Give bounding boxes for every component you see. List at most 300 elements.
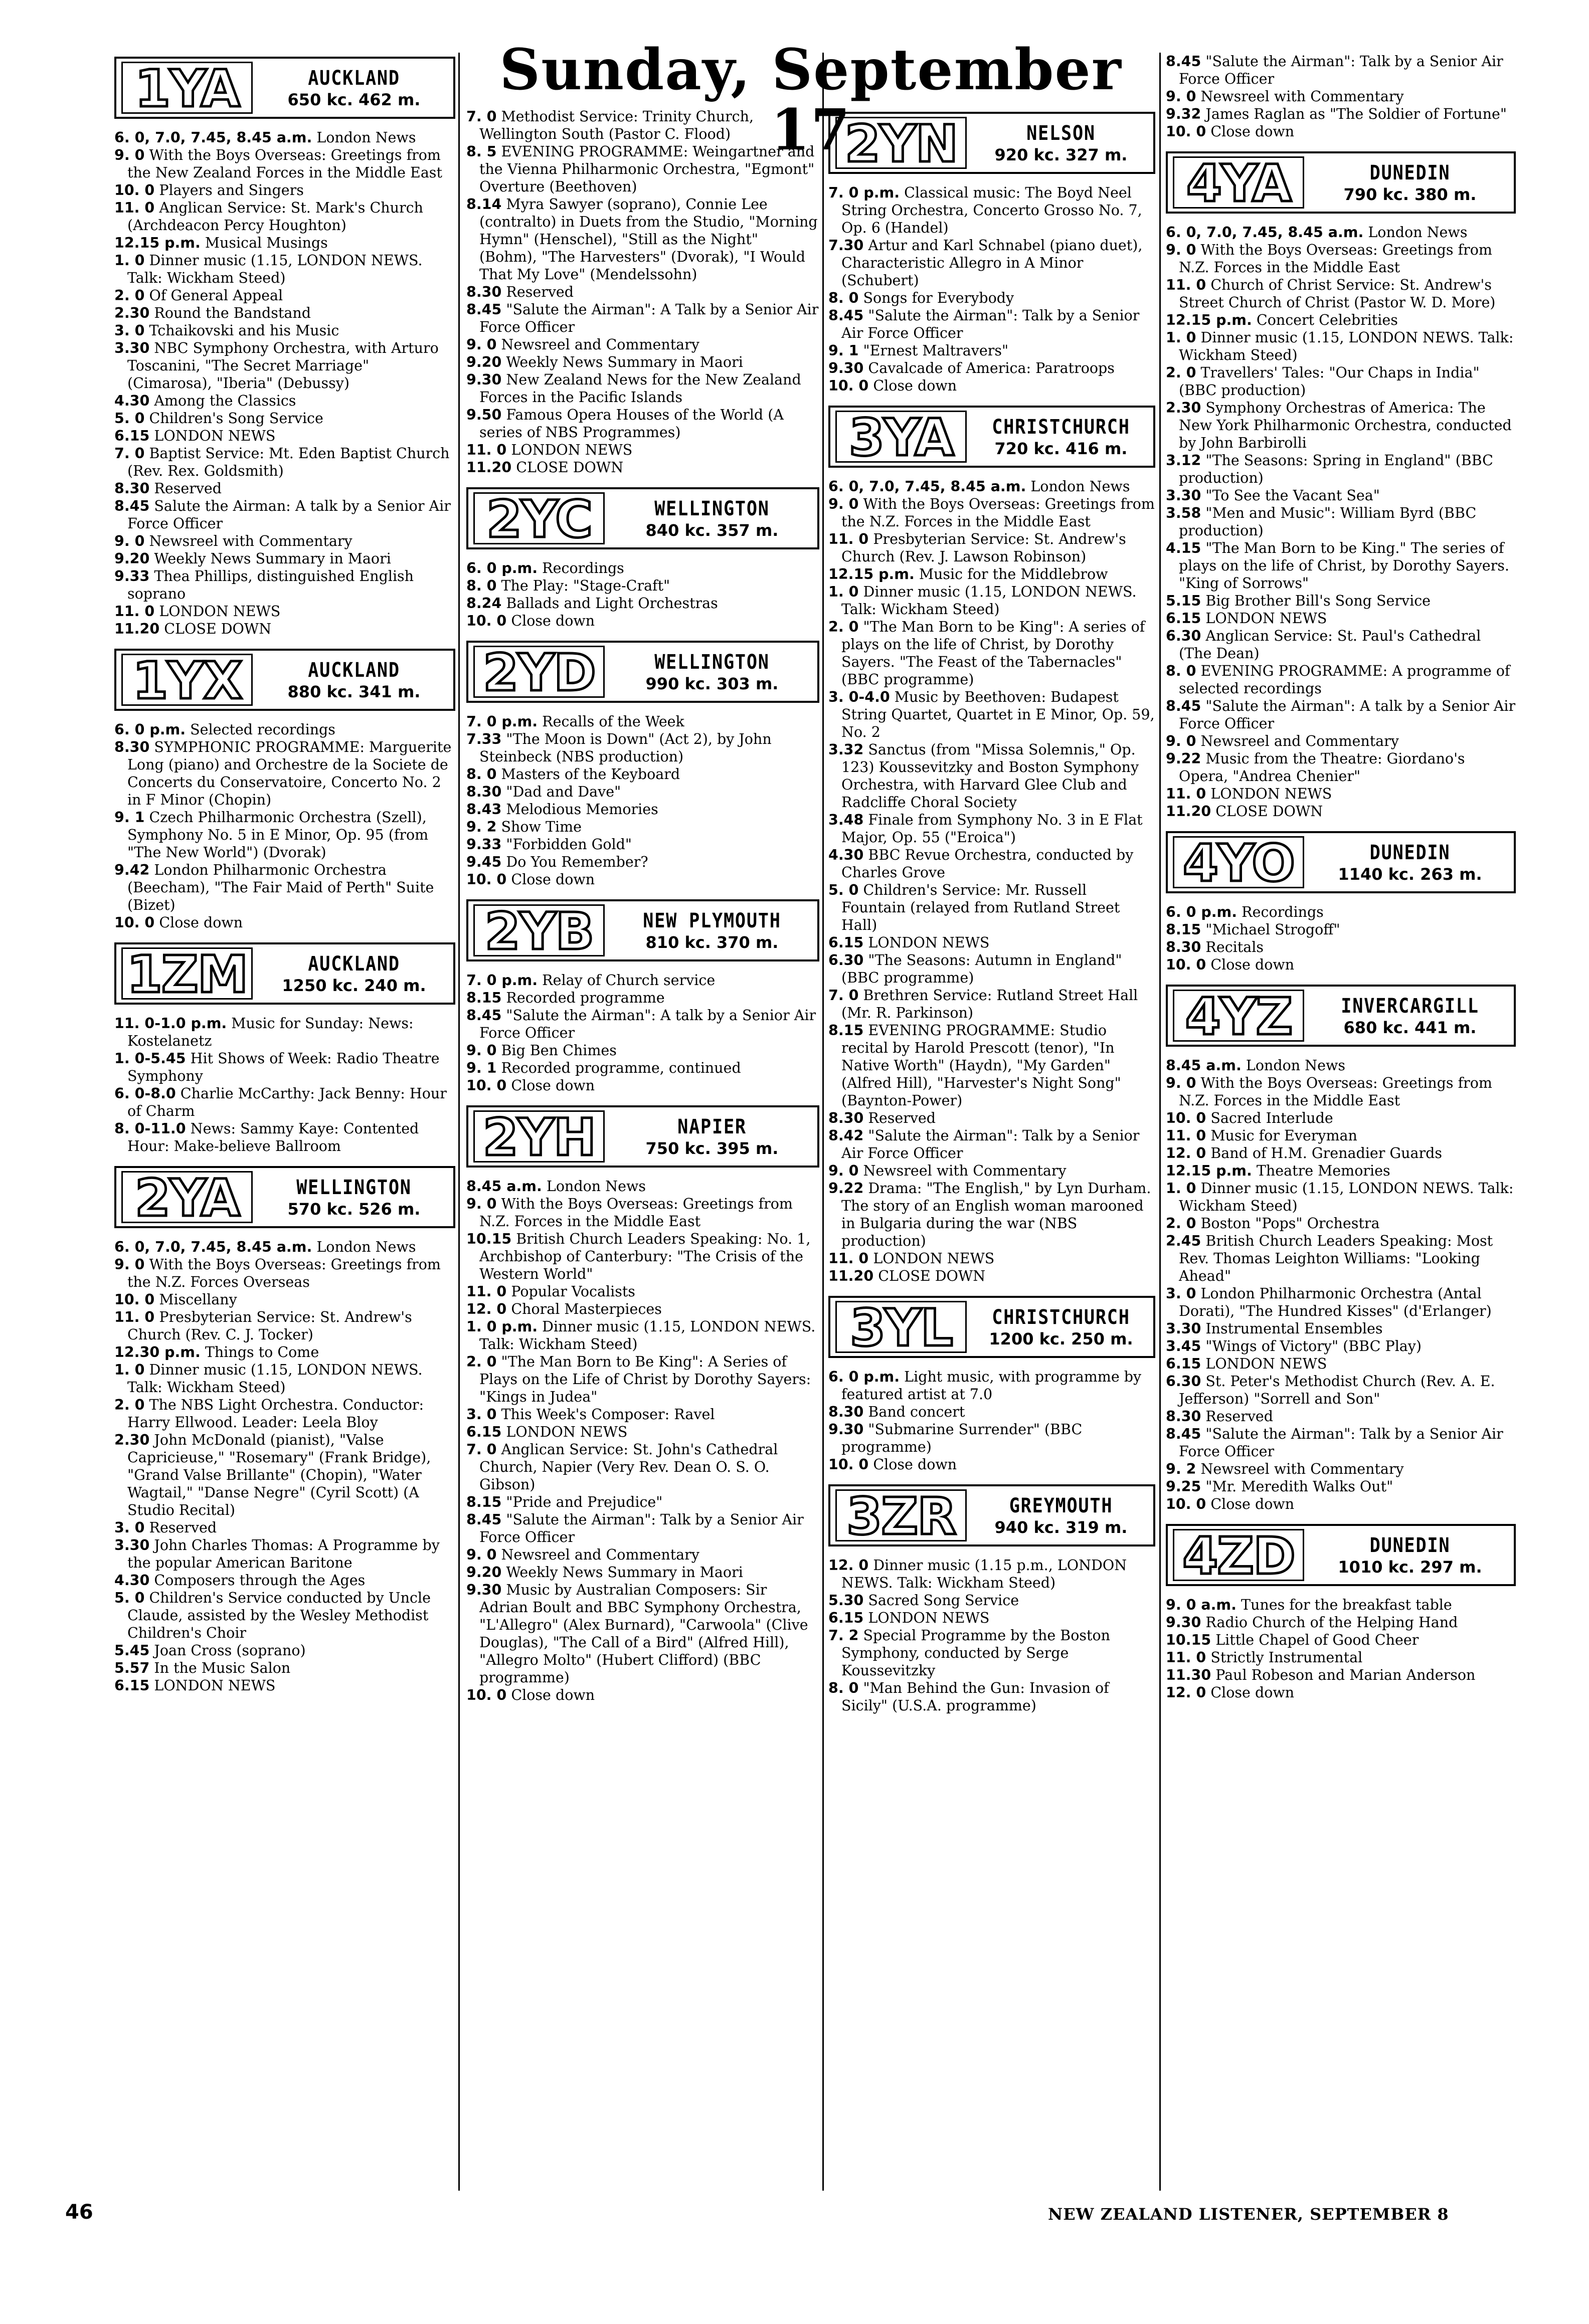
station-city: NELSON — [1026, 122, 1096, 145]
program-text: Dinner music (1.15, LONDON NEWS. Talk: Wickham Steed) — [479, 1318, 816, 1352]
station-header — [1166, 151, 1516, 214]
program-time: 10. 0 — [828, 377, 869, 394]
program-text: Among the Classics — [154, 393, 296, 409]
station-1yx — [114, 649, 455, 938]
program-entry — [466, 108, 819, 143]
station-city: WELLINGTON — [654, 497, 770, 520]
program-text: Band of H.M. Grenadier Guards — [1210, 1145, 1443, 1161]
program-time: 3. 0 — [114, 1519, 145, 1536]
program-time: 8.45 — [466, 1511, 502, 1528]
program-time: 10. 0 — [1166, 1110, 1206, 1126]
program-entry — [828, 987, 1155, 1022]
program-text: With the Boys Overseas: Greetings from N.Z. Forces in the Middle East — [1179, 1075, 1492, 1109]
program-time: 11. 0 — [828, 531, 869, 547]
program-text: "The Man Born to be King": A series of plays on the life of Christ, by Dorothy Sayers. "The Feast of the Tabernacles" (BBC programme) — [841, 619, 1145, 688]
program-text: Recorded programme, continued — [501, 1060, 741, 1076]
station-city: DUNEDIN — [1369, 1534, 1451, 1557]
station-4ya — [1166, 151, 1516, 827]
program-text: Presbyterian Service: St. Andrew's Church (Rev. J. Lawson Robinson) — [841, 531, 1126, 565]
station-3zr — [828, 1484, 1155, 1721]
publication-footer: NEW ZEALAND LISTENER, SEPTEMBER 8 — [1048, 2205, 1449, 2224]
station-city: AUCKLAND — [308, 952, 400, 976]
station-city: INVERCARGILL — [1341, 995, 1479, 1018]
station-frequency: 940 kc. 319 m. — [994, 1518, 1128, 1537]
program-text: "Salute the Airman": A talk by a Senior Air Force Officer — [1179, 698, 1516, 732]
program-text: LONDON NEWS — [154, 1677, 276, 1694]
program-text: Close down — [511, 1687, 595, 1703]
listing-column-4 — [1166, 53, 1516, 1708]
program-time: 8.45 — [1166, 1426, 1201, 1442]
program-entry — [466, 871, 819, 888]
program-time: 3. 0-4.0 — [828, 689, 890, 705]
program-time: 10. 0 — [114, 914, 155, 931]
program-time: 6.15 — [828, 1610, 864, 1626]
program-entry — [1166, 1373, 1516, 1408]
program-time: 9.22 — [828, 1180, 864, 1197]
program-text: Big Ben Chimes — [501, 1042, 617, 1059]
station-header — [466, 641, 819, 703]
program-entry — [1166, 105, 1516, 123]
program-time: 2. 0 — [466, 1353, 497, 1370]
program-text: Miscellany — [159, 1291, 237, 1308]
program-text: British Church Leaders Speaking: Most Rev. Thomas Leighton Williams: "Looking Ahead" — [1179, 1233, 1493, 1284]
continued-listing — [466, 108, 819, 483]
program-text: Paul Robeson and Marian Anderson — [1215, 1667, 1476, 1683]
program-text: Of General Appeal — [149, 287, 283, 304]
program-text: "Wings of Victory" (BBC Play) — [1205, 1338, 1422, 1354]
program-text: Songs for Everybody — [863, 290, 1014, 306]
program-entry — [1166, 1478, 1516, 1495]
program-text: "Mr. Meredith Walks Out" — [1205, 1478, 1393, 1495]
column-divider — [1159, 53, 1161, 2191]
station-header — [1166, 985, 1516, 1047]
program-text: "Salute the Airman": A talk by a Senior Air Force Officer — [479, 1007, 816, 1041]
program-text: "Dad and Dave" — [506, 784, 621, 800]
program-entry — [1166, 1180, 1516, 1215]
program-time: 8.14 — [466, 196, 502, 213]
program-time: 10. 0 — [466, 613, 507, 629]
program-text: Reserved — [868, 1110, 936, 1126]
station-header — [1166, 831, 1516, 893]
program-entry — [466, 459, 819, 476]
program-time: 8.30 — [1166, 939, 1201, 955]
station-callsign: 3YA — [835, 411, 967, 463]
program-time: 5. 0 — [114, 1590, 145, 1606]
program-entry — [828, 1109, 1155, 1127]
program-entry — [1166, 504, 1516, 539]
program-text: Weekly News Summary in Maori — [506, 1564, 743, 1581]
program-text: Recitals — [1205, 939, 1264, 955]
program-entry — [114, 567, 455, 603]
program-time: 2. 0 — [828, 619, 859, 635]
station-callsign: 4YO — [1173, 836, 1304, 888]
program-time: 10.15 — [1166, 1632, 1211, 1648]
program-time: 12.15 p.m. — [1166, 312, 1252, 328]
program-entry — [466, 283, 819, 301]
program-entry — [114, 1238, 455, 1256]
program-entry — [114, 427, 455, 445]
program-entry — [1166, 750, 1516, 785]
program-entry — [1166, 921, 1516, 938]
program-entry — [114, 322, 455, 339]
program-entry — [828, 495, 1155, 530]
program-text: LONDON NEWS — [1210, 786, 1332, 802]
program-entry — [1166, 903, 1516, 921]
program-text: Radio Church of the Helping Hand — [1205, 1614, 1458, 1631]
program-entry — [466, 441, 819, 459]
program-entry — [114, 146, 455, 181]
station-callsign: 2YH — [473, 1110, 605, 1163]
program-time: 5.45 — [114, 1642, 150, 1659]
station-header — [114, 942, 455, 1005]
program-time: 11. 0 — [828, 1250, 869, 1267]
program-entry — [466, 836, 819, 853]
program-text: Close down — [1210, 1684, 1295, 1701]
listing-column-3 — [828, 108, 1155, 1721]
program-text: Dinner music (1.15 p.m., LONDON NEWS. Talk: Wickham Steed) — [841, 1557, 1127, 1591]
program-entry — [1166, 487, 1516, 504]
program-entry — [1166, 1109, 1516, 1127]
program-time: 9.30 — [466, 371, 502, 388]
program-entry — [1166, 1215, 1516, 1232]
program-text: Czech Philharmonic Orchestra (Szell), Symphony No. 5 in E Minor, Op. 95 (from "The New World") (Dvorak) — [127, 809, 429, 861]
program-text: Dinner music (1.15, LONDON NEWS. Talk: Wickham Steed) — [127, 252, 423, 286]
program-entry — [1166, 1666, 1516, 1684]
program-time: 3.30 — [1166, 487, 1201, 504]
program-time: 4.15 — [1166, 540, 1201, 556]
program-entry — [114, 1015, 455, 1050]
station-frequency: 810 kc. 370 m. — [645, 933, 779, 952]
program-text: Joan Cross (soprano) — [154, 1642, 306, 1659]
station-city: WELLINGTON — [654, 651, 770, 674]
program-time: 8.15 — [466, 1494, 502, 1510]
program-time: 12.30 p.m. — [114, 1344, 201, 1361]
program-text: Music from the Theatre: Giordano's Opera, "Andrea Chenier" — [1179, 750, 1465, 785]
program-entry — [466, 1581, 819, 1686]
program-text: Finale from Symphony No. 3 in E Flat Major, Op. 55 ("Eroica") — [841, 812, 1143, 846]
program-entry — [1166, 88, 1516, 105]
program-text: "The Man Born to be King." The series of plays on the life of Christ, by Dorothy Sayers. "King of Sorrows" — [1179, 540, 1509, 592]
program-entry — [828, 1180, 1155, 1250]
program-time: 8.15 — [828, 1022, 864, 1039]
program-text: Tchaikovski and his Music — [149, 322, 339, 339]
program-time: 12.15 p.m. — [1166, 1163, 1252, 1179]
program-text: Presbyterian Service: St. Andrew's Church (Rev. C. J. Tocker) — [127, 1309, 412, 1343]
program-entry — [828, 1250, 1155, 1267]
program-text: London Philharmonic Orchestra (Beecham), "The Fair Maid of Perth" Suite (Bizet) — [127, 862, 434, 913]
program-text: SYMPHONIC PROGRAMME: Marguerite Long (piano) and Orchestre de la Societe de Concerts du Conservatoire, Concerto No. 2 in F Minor (Chopin) — [127, 739, 452, 808]
program-text: Weekly News Summary in Maori — [506, 354, 743, 370]
program-entry — [114, 304, 455, 322]
program-time: 9.30 — [466, 1582, 502, 1598]
program-time: 5.15 — [1166, 593, 1201, 609]
program-entry — [828, 289, 1155, 307]
program-text: Charlie McCarthy: Jack Benny: Hour of Charm — [127, 1085, 447, 1119]
program-entry — [114, 861, 455, 914]
program-time: 9.42 — [114, 862, 150, 878]
station-callsign: 1ZM — [121, 947, 253, 1000]
program-text: Dinner music (1.15, LONDON NEWS. Talk: Wickham Steed) — [127, 1362, 423, 1396]
program-time: 11.20 — [1166, 803, 1211, 820]
program-time: 6. 0-8.0 — [114, 1085, 176, 1102]
station-2yc — [466, 487, 819, 637]
program-time: 10. 0 — [1166, 1496, 1206, 1512]
program-text: Masters of the Keyboard — [501, 766, 680, 783]
program-time: 6. 0 p.m. — [466, 560, 538, 576]
program-entry — [114, 1396, 455, 1431]
program-entry — [466, 559, 819, 577]
program-text: Selected recordings — [190, 721, 335, 738]
program-text: "The Man Born to Be King": A Series of Plays on the Life of Christ by Dorothy Sayers: "Kings in Judea" — [479, 1353, 811, 1405]
program-text: Drama: "The English," by Lyn Durham. The story of an English woman marooned in Bulgaria during the war (NBS production) — [841, 1180, 1151, 1249]
program-time: 6.15 — [466, 1424, 502, 1440]
program-entry — [828, 377, 1155, 395]
program-entry — [466, 730, 819, 765]
program-entry — [114, 287, 455, 304]
program-time: 7. 0 p.m. — [466, 713, 538, 730]
program-entry — [828, 1368, 1155, 1403]
program-entry — [114, 1120, 455, 1155]
program-text: James Raglan as "The Soldier of Fortune" — [1205, 106, 1507, 122]
program-entry — [466, 406, 819, 441]
station-callsign: 3ZR — [835, 1489, 967, 1541]
program-time: 3.30 — [1166, 1320, 1201, 1337]
program-entry — [828, 618, 1155, 688]
program-text: Close down — [159, 914, 243, 931]
program-entry — [828, 184, 1155, 237]
program-text: Light music, with programme by featured artist at 7.0 — [841, 1369, 1142, 1403]
program-entry — [1166, 1057, 1516, 1074]
program-time: 9. 0 — [114, 147, 145, 163]
program-text: Close down — [511, 1077, 595, 1094]
program-time: 7.33 — [466, 731, 502, 747]
program-entry — [828, 1627, 1155, 1679]
program-time: 7. 0 p.m. — [828, 184, 900, 201]
program-text: EVENING PROGRAMME: A programme of selected recordings — [1179, 663, 1510, 697]
program-entry — [114, 410, 455, 427]
program-time: 6. 0, 7.0, 7.45, 8.45 a.m. — [114, 1239, 312, 1255]
program-entry — [114, 1589, 455, 1642]
program-entry — [466, 1318, 819, 1353]
station-header — [828, 406, 1155, 468]
program-time: 6. 0 p.m. — [1166, 904, 1238, 920]
program-text: London News — [1246, 1057, 1345, 1074]
program-entry — [1166, 627, 1516, 662]
program-entry — [828, 881, 1155, 934]
program-entry — [828, 530, 1155, 565]
program-entry — [466, 1493, 819, 1511]
program-entry — [828, 1609, 1155, 1627]
program-text: Relay of Church service — [542, 972, 716, 989]
program-time: 10.15 — [466, 1231, 512, 1247]
program-text: Music for the Middlebrow — [919, 566, 1108, 583]
program-entry — [114, 1642, 455, 1659]
program-entry — [828, 1022, 1155, 1109]
program-time: 11. 0 — [466, 1283, 507, 1300]
station-frequency: 650 kc. 462 m. — [287, 90, 421, 109]
program-text: "Ernest Maltravers" — [863, 342, 1009, 359]
program-entry — [828, 583, 1155, 618]
program-text: Tunes for the breakfast table — [1241, 1597, 1452, 1613]
program-entry — [466, 989, 819, 1007]
program-entry — [1166, 610, 1516, 627]
program-entry — [466, 336, 819, 353]
program-entry — [466, 301, 819, 336]
station-frequency: 570 kc. 526 m. — [287, 1200, 421, 1219]
program-entry — [1166, 697, 1516, 732]
program-time: 6. 0 p.m. — [114, 721, 186, 738]
program-entry — [466, 765, 819, 783]
program-text: "Man Behind the Gun: Invasion of Sicily" (U.S.A. programme) — [841, 1680, 1109, 1714]
program-entry — [1166, 1460, 1516, 1478]
program-entry — [1166, 732, 1516, 750]
program-entry — [114, 1361, 455, 1396]
program-text: EVENING PROGRAMME: Studio recital by Harold Prescott (tenor), "In Native Worth" (Haydn), "My Garden" (Alfred Hill), "Harvester's Night Song" (Baynton-Power) — [841, 1022, 1121, 1109]
program-time: 7. 0 — [828, 987, 859, 1004]
program-entry — [114, 1431, 455, 1519]
program-entry — [828, 1592, 1155, 1609]
program-time: 1. 0 p.m. — [466, 1318, 538, 1335]
station-city: AUCKLAND — [308, 67, 400, 90]
program-entry — [466, 853, 819, 871]
station-city: NEW PLYMOUTH — [643, 909, 781, 932]
program-time: 9.33 — [114, 568, 150, 585]
program-entry — [466, 1353, 819, 1406]
station-frequency: 680 kc. 441 m. — [1343, 1018, 1477, 1037]
program-time: 12. 0 — [1166, 1145, 1206, 1161]
program-time: 9. 1 — [466, 1060, 497, 1076]
program-time: 5.30 — [828, 1592, 864, 1609]
program-time: 8.30 — [1166, 1408, 1201, 1425]
program-text: Close down — [1210, 956, 1295, 973]
program-entry — [466, 1042, 819, 1059]
program-time: 9. 0 — [466, 1042, 497, 1059]
program-entry — [1166, 1684, 1516, 1701]
program-text: Instrumental Ensembles — [1205, 1320, 1383, 1337]
program-time: 2.30 — [114, 1432, 150, 1448]
program-entry — [828, 811, 1155, 846]
program-time: 1. 0 — [1166, 329, 1196, 346]
program-entry — [1166, 592, 1516, 610]
program-time: 8.30 — [828, 1110, 864, 1126]
program-entry — [1166, 241, 1516, 276]
station-callsign: 2YC — [473, 492, 605, 544]
program-entry — [114, 1659, 455, 1677]
program-entry — [466, 1441, 819, 1493]
program-text: LONDON NEWS — [1205, 1355, 1327, 1372]
program-entry — [114, 1677, 455, 1694]
program-text: Travellers' Tales: "Our Chaps in India" (BBC production) — [1179, 364, 1480, 399]
program-time: 8.42 — [828, 1127, 864, 1144]
program-entry — [828, 846, 1155, 881]
program-time: 11. 0 — [1166, 1649, 1206, 1666]
program-entry — [1166, 1425, 1516, 1460]
program-time: 9. 0 — [1166, 1075, 1196, 1091]
program-time: 7.30 — [828, 237, 864, 254]
program-entry — [466, 1546, 819, 1564]
program-time: 3.45 — [1166, 1338, 1201, 1354]
station-2ya — [114, 1166, 455, 1701]
program-entry — [1166, 399, 1516, 452]
station-city: AUCKLAND — [308, 659, 400, 682]
program-entry — [828, 342, 1155, 359]
program-entry — [1166, 311, 1516, 329]
station-frequency: 1200 kc. 250 m. — [989, 1329, 1133, 1348]
program-text: Cavalcade of America: Paratroops — [868, 360, 1115, 376]
program-text: Newsreel with Commentary — [863, 1163, 1067, 1179]
program-entry — [1166, 1614, 1516, 1631]
program-time: 9. 0 a.m. — [1166, 1597, 1237, 1613]
program-time: 9. 0 — [1166, 733, 1196, 749]
station-callsign: 2YA — [121, 1171, 253, 1223]
program-entry — [114, 1308, 455, 1343]
program-text: Dinner music (1.15, LONDON NEWS. Talk: Wickham Steed) — [1179, 1180, 1514, 1214]
program-entry — [466, 353, 819, 371]
program-time: 1. 0 — [1166, 1180, 1196, 1197]
program-time: 8.30 — [114, 480, 150, 497]
station-header — [466, 487, 819, 549]
station-3ya — [828, 406, 1155, 1292]
program-entry — [114, 914, 455, 931]
program-time: 10. 0 — [1166, 123, 1206, 140]
program-time: 11. 0 — [114, 1309, 155, 1325]
program-time: 8. 0 — [466, 577, 497, 594]
program-time: 6. 0, 7.0, 7.45, 8.45 a.m. — [114, 129, 312, 146]
program-text: London News — [1030, 478, 1130, 495]
station-callsign: 2YN — [835, 117, 967, 169]
program-entry — [1166, 123, 1516, 140]
program-text: Close down — [511, 613, 595, 629]
program-time: 10. 0 — [828, 1456, 869, 1473]
program-time: 1. 0 — [828, 584, 859, 600]
program-text: "Salute the Airman": Talk by a Senior Air Force Officer — [841, 307, 1140, 341]
program-time: 8. 0-11.0 — [114, 1120, 186, 1137]
program-text: Anglican Service: St. John's Cathedral Church, Napier (Very Rev. Dean O. S. O. Gibson) — [479, 1441, 778, 1493]
program-time: 1. 0 — [114, 252, 145, 269]
station-frequency: 840 kc. 357 m. — [645, 521, 779, 540]
program-text: "Pride and Prejudice" — [506, 1494, 663, 1510]
program-time: 6.15 — [114, 428, 150, 444]
station-city: WELLINGTON — [296, 1176, 412, 1199]
station-callsign: 4ZD — [1173, 1529, 1304, 1581]
program-text: NBC Symphony Orchestra, with Arturo Toscanini, "The Secret Marriage" (Cimarosa), "Iberia" (Debussy) — [127, 340, 439, 392]
program-time: 6.30 — [1166, 628, 1201, 644]
program-text: "To See the Vacant Sea" — [1205, 487, 1380, 504]
program-entry — [828, 307, 1155, 342]
program-entry — [466, 577, 819, 595]
program-entry — [1166, 1408, 1516, 1425]
program-time: 6.15 — [1166, 1355, 1201, 1372]
program-entry — [466, 1686, 819, 1704]
station-frequency: 720 kc. 416 m. — [994, 439, 1128, 458]
program-text: With the Boys Overseas: Greetings from the N.Z. Forces Overseas — [127, 1256, 441, 1290]
program-entry — [1166, 1127, 1516, 1144]
program-time: 9.20 — [114, 550, 150, 567]
program-text: BBC Revue Orchestra, conducted by Charles Grove — [841, 847, 1134, 881]
program-time: 1. 0 — [114, 1362, 145, 1378]
program-entry — [466, 1283, 819, 1300]
program-time: 3.32 — [828, 741, 864, 758]
program-entry — [1166, 1320, 1516, 1337]
program-time: 4.30 — [828, 847, 864, 863]
program-text: Sanctus (from "Missa Solemnis," Op. 123) Koussevitzky and Boston Symphony Orchestra, with Harvard Glee Club and Radcliffe Choral Society — [841, 741, 1139, 811]
program-time: 12. 0 — [466, 1301, 507, 1317]
program-entry — [466, 612, 819, 630]
program-entry — [466, 1195, 819, 1230]
program-text: London News — [316, 129, 416, 146]
program-time: 8.24 — [466, 595, 502, 612]
program-time: 6. 0 p.m. — [828, 1369, 900, 1385]
